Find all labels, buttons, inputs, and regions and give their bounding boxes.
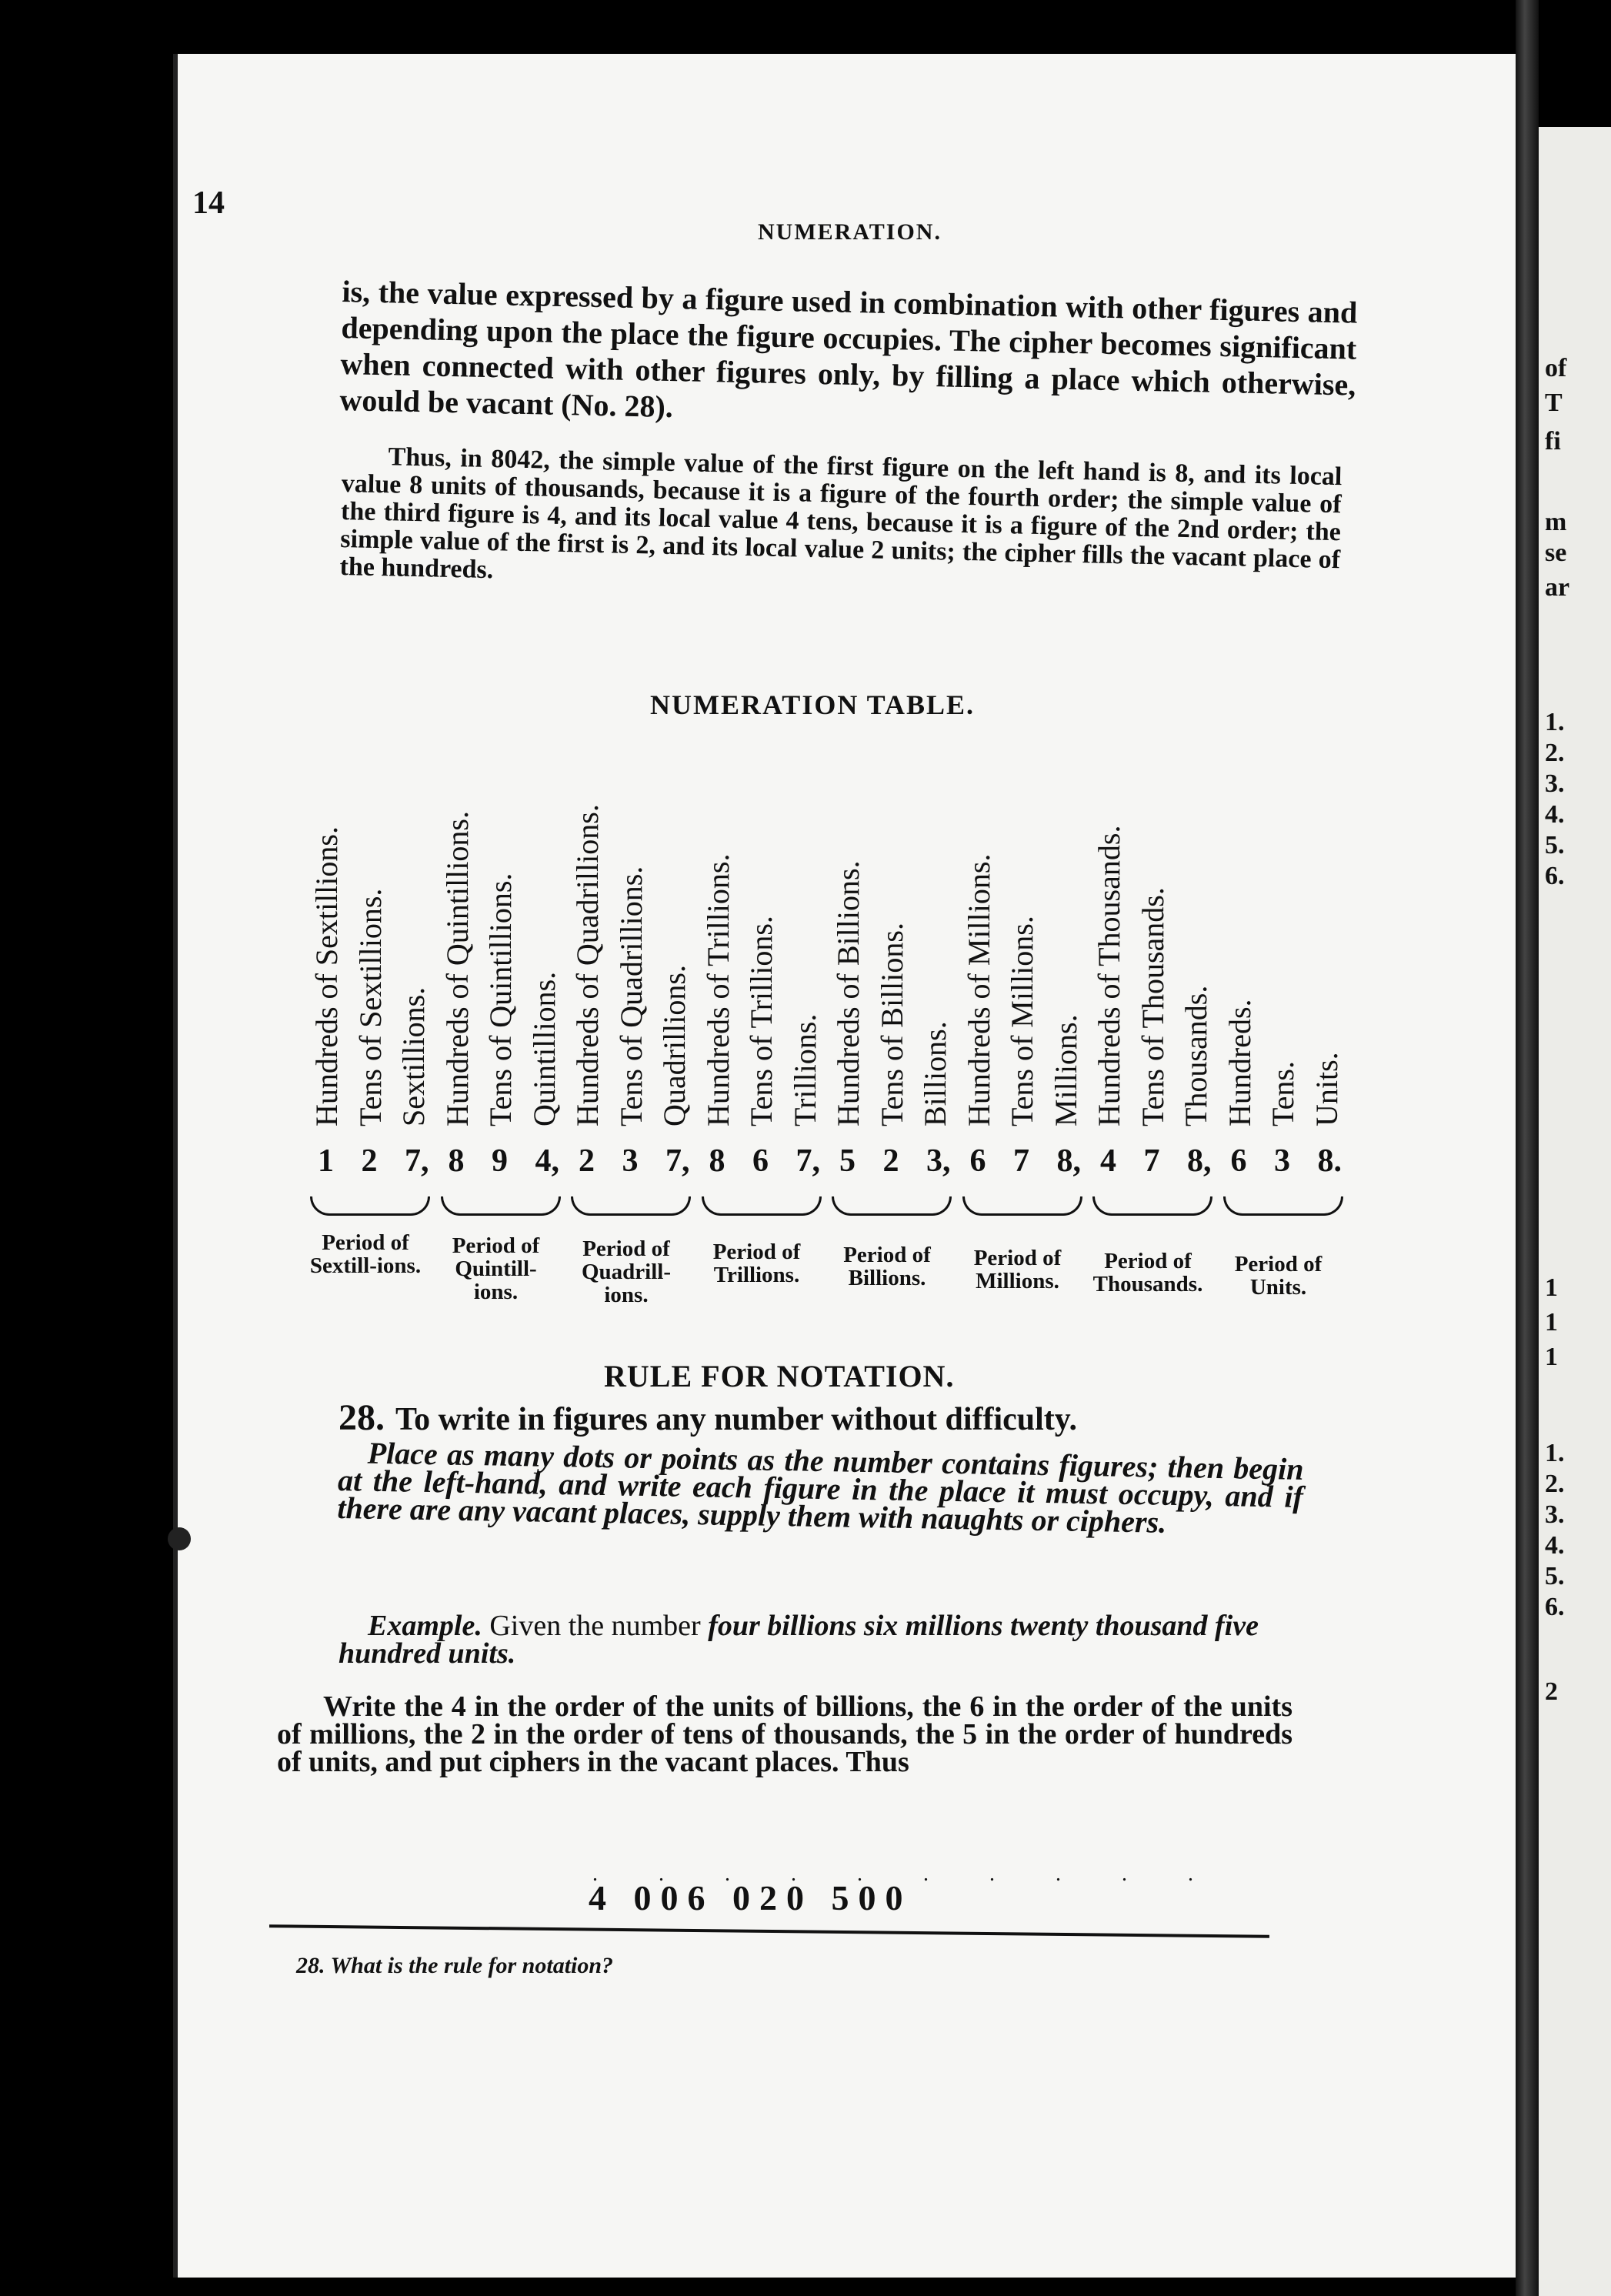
column-digit: 7,: [665, 1143, 690, 1179]
period-label: Period of Trillions.: [712, 1240, 801, 1287]
period-brace: [962, 1196, 1082, 1216]
example-intro: Given the number: [489, 1610, 701, 1642]
period-label: Period of Units.: [1234, 1252, 1322, 1300]
column-label: Tens of Millions.: [1005, 916, 1039, 1126]
facing-page-fragment: se: [1545, 539, 1567, 567]
column-label: Tens.: [1266, 1061, 1300, 1126]
example-number: four billions six millions twenty thousand five hundred units.: [339, 1610, 1259, 1670]
column-digit: 3,: [926, 1143, 951, 1179]
column-digit: 9: [492, 1143, 508, 1179]
column-label: Units.: [1309, 1052, 1344, 1126]
column-label: Hundreds of Quintillions.: [439, 811, 475, 1126]
article-number: 28.: [339, 1397, 385, 1438]
example-label: Example.: [368, 1610, 482, 1642]
column-label: Tens of Quintillions.: [483, 873, 518, 1126]
facing-page-fragment: T: [1545, 389, 1563, 417]
column-digit: 7: [1013, 1143, 1029, 1179]
period-label: Period of Billions.: [843, 1243, 931, 1290]
facing-page-fragment: of: [1545, 354, 1567, 382]
facing-page-fragment: 1.: [1545, 1439, 1565, 1467]
column-label: Hundreds of Millions.: [961, 853, 996, 1126]
column-label: Quintillions.: [526, 971, 562, 1126]
facing-page-fragment: 1: [1545, 1273, 1558, 1302]
period-label: Period of Quadrill-ions.: [581, 1236, 671, 1307]
period-brace: [1092, 1196, 1212, 1216]
column-label: Tens of Thousands.: [1135, 887, 1170, 1126]
facing-page-fragment: 3.: [1545, 1500, 1565, 1529]
facing-page-fragment: 1: [1545, 1308, 1558, 1337]
paragraph-continued: is, the value expressed by a figure used in combination with other figures and depending upon the place the figure occupies. The cipher becomes significant when connected with other figures only, by filling a place which otherwise, would be vacant (No. 28).: [339, 273, 1358, 425]
notation-result: 4 006 020 500: [589, 1878, 912, 1917]
period-brace: [1223, 1196, 1343, 1216]
column-label: Hundreds of Billions.: [831, 860, 866, 1126]
facing-page-fragment: 5.: [1545, 831, 1565, 859]
facing-page-fragment: m: [1545, 508, 1567, 536]
column-digit: 8: [709, 1143, 725, 1179]
column-label: Hundreds of Quadrillions.: [570, 804, 605, 1126]
facing-page-fragment: 6.: [1545, 862, 1565, 890]
column-digit: 5: [839, 1143, 856, 1179]
column-digit: 6: [752, 1143, 769, 1179]
column-label: Hundreds of Sextillions.: [309, 826, 344, 1126]
period-brace: [310, 1196, 430, 1216]
column-label: Hundreds of Thousands.: [1092, 825, 1126, 1126]
rule-statement: [339, 1397, 1077, 1439]
column-label: Thousands.: [1179, 985, 1213, 1126]
column-digit: 2: [882, 1143, 899, 1179]
facing-page-fragment: 1: [1545, 1343, 1558, 1371]
column-label: Tens of Trillions.: [744, 916, 779, 1126]
column-label: Millions.: [1048, 1014, 1083, 1126]
column-digit: 3: [622, 1143, 639, 1179]
column-digit: 6: [1230, 1143, 1247, 1179]
column-digit: 8: [448, 1143, 465, 1179]
column-label: Hundreds.: [1222, 999, 1257, 1126]
column-digit: 4: [1100, 1143, 1116, 1179]
column-digit: 8,: [1056, 1143, 1081, 1179]
rule-text: Place as many dots or points as the number contains figures; then begin at the left-hand, and write each figure in the place it must occupy, and if there are any vacant places, supply them with naughts or ciphers.: [337, 1435, 1304, 1540]
table-title: NUMERATION TABLE.: [650, 689, 976, 720]
column-label: Tens of Sextillions.: [352, 888, 388, 1126]
column-digit: 8.: [1317, 1143, 1342, 1179]
period-label: Period of Thousands.: [1092, 1249, 1203, 1297]
period-label: Period of Sextill-ions.: [309, 1230, 422, 1278]
running-head: NUMERATION.: [758, 219, 942, 245]
paragraph-example-8042: Thus, in 8042, the simple value of the first figure on the left hand is 8, and its local value 8 units of thousands, because it is a figure of the fourth order; the simple value of the third figure is 4, and its local value 4 tens, because it is a figure of the 2nd order; the simple value of the first is 2, and its local value 2 units; the cipher fills the vacant place of the hundreds.: [339, 442, 1342, 585]
example: [339, 1610, 1296, 1670]
column-digit: 7,: [405, 1143, 429, 1179]
column-digit: 2: [579, 1143, 595, 1179]
facing-page-fragment: 3.: [1545, 769, 1565, 798]
footnote-question: 28. What is the rule for notation?: [296, 1953, 614, 1978]
column-digit: 1: [318, 1143, 334, 1179]
ink-blot: [168, 1527, 191, 1550]
column-digit: 3: [1274, 1143, 1290, 1179]
column-digit: 7,: [795, 1143, 820, 1179]
column-label: Hundreds of Trillions.: [700, 853, 735, 1126]
notation-dots: . . . . . . . . . .: [592, 1862, 1221, 1886]
rule-heading: RULE FOR NOTATION.: [604, 1359, 955, 1393]
page-number: 14: [192, 185, 225, 221]
column-digit: 7: [1143, 1143, 1160, 1179]
facing-page-fragment: 6.: [1545, 1593, 1565, 1621]
period-label: Period of Millions.: [973, 1246, 1062, 1293]
column-digit: 2: [361, 1143, 378, 1179]
column-label: Sextillions.: [396, 986, 431, 1126]
column-label: Quadrillions.: [657, 965, 692, 1126]
period-brace: [571, 1196, 691, 1216]
column-digit: 6: [969, 1143, 986, 1179]
facing-page-fragment: fi: [1545, 427, 1561, 456]
column-digit: 8,: [1187, 1143, 1212, 1179]
facing-page-fragment: 4.: [1545, 800, 1565, 829]
facing-page-fragment: 2.: [1545, 1470, 1565, 1498]
facing-page-fragment: 1.: [1545, 708, 1565, 736]
facing-page-fragment: 2: [1545, 1677, 1558, 1706]
period-brace: [832, 1196, 952, 1216]
period-brace: [702, 1196, 822, 1216]
write-instructions: Write the 4 in the order of the units of billions, the 6 in the order of the units of millions, the 2 in the order of tens of thousands, the 5 in the order of hundreds of units, and put ciphers in the vacant places. Thus: [277, 1690, 1292, 1778]
facing-page-edge: [1539, 127, 1611, 2296]
facing-page-fragment: 5.: [1545, 1562, 1565, 1590]
column-label: Tens of Quadrillions.: [613, 866, 649, 1126]
column-label: Tens of Billions.: [874, 923, 909, 1126]
facing-page-fragment: 2.: [1545, 739, 1565, 767]
book-gutter: [1516, 0, 1539, 2296]
column-digit: 4,: [535, 1143, 559, 1179]
column-label: Trillions.: [787, 1013, 822, 1126]
column-label: Billions.: [918, 1021, 952, 1126]
period-brace: [441, 1196, 561, 1216]
facing-page-fragment: ar: [1545, 573, 1570, 602]
facing-page-fragment: 4.: [1545, 1531, 1565, 1560]
rule-statement-text: To write in figures any number without difficulty.: [395, 1402, 1077, 1437]
period-label: Period of Quintill-ions.: [452, 1233, 540, 1304]
